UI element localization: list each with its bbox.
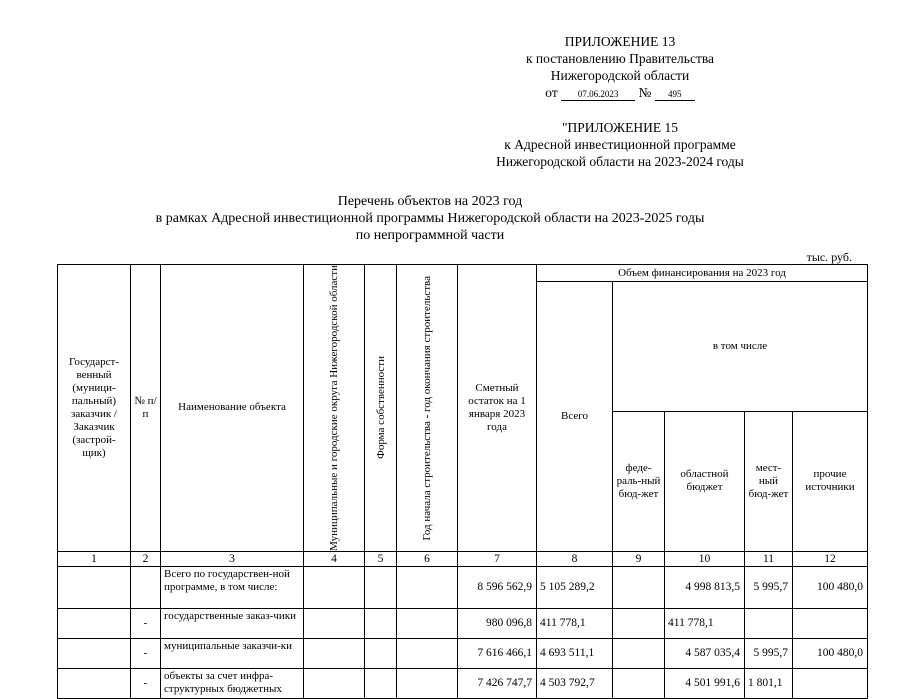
cell-regional: 4 501 991,6 — [665, 668, 745, 698]
cell-object-name: государственные заказ-чики — [161, 608, 304, 638]
table-row — [58, 668, 868, 698]
cell-municipality — [304, 638, 365, 668]
appendix-15-line3: Нижегородской области на 2023-2024 годы — [496, 154, 744, 169]
document-title — [100, 193, 760, 244]
cell-regional: 4 587 035,4 — [665, 638, 745, 668]
cell-federal — [613, 638, 665, 668]
appendix-13-header — [505, 33, 735, 101]
cell-balance: 8 596 562,9 — [458, 566, 537, 608]
cell-ownership — [365, 566, 397, 608]
cell-num: - — [131, 638, 161, 668]
appendix-15-header — [455, 119, 785, 170]
cell-other — [793, 668, 868, 698]
appendix-13-line2: к постановлению Правительства — [525, 51, 715, 66]
header-num: № п/п — [131, 265, 161, 552]
column-number: 4 — [304, 551, 365, 566]
header-municipality-cell — [304, 265, 365, 552]
title-line1: Перечень объектов на 2023 год — [337, 194, 523, 209]
cell-other: 100 480,0 — [793, 566, 868, 608]
appendix-13-title: ПРИЛОЖЕНИЕ 13 — [564, 34, 676, 49]
cell-ownership — [365, 668, 397, 698]
cell-regional: 4 998 813,5 — [665, 566, 745, 608]
cell-total: 4 693 511,1 — [537, 638, 613, 668]
cell-years — [397, 608, 458, 638]
column-number: 7 — [458, 551, 537, 566]
cell-ownership — [365, 608, 397, 638]
column-number: 10 — [665, 551, 745, 566]
header-years-cell — [397, 265, 458, 552]
column-number: 12 — [793, 551, 868, 566]
cell-num: - — [131, 668, 161, 698]
table-row — [58, 566, 868, 608]
table-row — [58, 638, 868, 668]
cell-municipality — [304, 608, 365, 638]
cell-object-name: объекты за счет инфра-структурных бюджетных — [161, 668, 304, 698]
column-number: 9 — [613, 551, 665, 566]
from-label: от — [545, 85, 558, 100]
decree-date: 07.06.2023 — [561, 89, 635, 101]
cell-num — [131, 566, 161, 608]
cell-federal — [613, 668, 665, 698]
cell-balance: 7 616 466,1 — [458, 638, 537, 668]
cell-balance: 980 096,8 — [458, 608, 537, 638]
column-number: 1 — [58, 551, 131, 566]
header-total: Всего — [537, 282, 613, 552]
cell-object-name: Всего по государствен-ной программе, в том числе: — [161, 566, 304, 608]
header-customer: Государст-венный (муници-пальный) заказчик / Заказчик (застрой-щик) — [58, 265, 131, 552]
column-number: 8 — [537, 551, 613, 566]
header-including: в том числе — [613, 282, 868, 412]
column-number: 5 — [365, 551, 397, 566]
units-label: тыс. руб. — [806, 250, 852, 264]
cell-municipality — [304, 566, 365, 608]
header-object-name: Наименование объекта — [161, 265, 304, 552]
cell-local: 5 995,7 — [745, 566, 793, 608]
appendix-15-line2: к Адресной инвестиционной программе — [504, 137, 736, 152]
header-other: прочие источники — [793, 411, 868, 551]
header-municipality: Муниципальные и городские округа Нижегородской области — [328, 265, 340, 551]
cell-total: 5 105 289,2 — [537, 566, 613, 608]
cell-num: - — [131, 608, 161, 638]
cell-other: 100 480,0 — [793, 638, 868, 668]
appendix-13-date-line — [505, 84, 735, 101]
header-federal: феде-раль-ный бюд-жет — [613, 411, 665, 551]
cell-local — [745, 608, 793, 638]
cell-years — [397, 566, 458, 608]
cell-ownership — [365, 638, 397, 668]
header-years: Год начала строительства - год окончания строительства — [421, 275, 433, 541]
column-number: 11 — [745, 551, 793, 566]
column-number: 2 — [131, 551, 161, 566]
column-number: 6 — [397, 551, 458, 566]
cell-years — [397, 638, 458, 668]
number-label: № — [638, 85, 652, 100]
header-funding-group: Объем финансирования на 2023 год — [537, 265, 868, 282]
appendix-15-title: "ПРИЛОЖЕНИЕ 15 — [561, 120, 679, 135]
header-balance: Сметный остаток на 1 января 2023 года — [458, 265, 537, 552]
cell-local: 5 995,7 — [745, 638, 793, 668]
cell-customer — [58, 638, 131, 668]
cell-total: 411 778,1 — [537, 608, 613, 638]
column-number: 3 — [161, 551, 304, 566]
appendix-13-line3: Нижегородской области — [550, 68, 690, 83]
cell-other — [793, 608, 868, 638]
cell-local: 1 801,1 — [745, 668, 793, 698]
header-ownership-cell — [365, 265, 397, 552]
title-line2: в рамках Адресной инвестиционной программы Нижегородской области на 2023-2025 годы — [155, 211, 705, 226]
header-regional: областной бюджет — [665, 411, 745, 551]
decree-number: 495 — [655, 89, 695, 101]
cell-municipality — [304, 668, 365, 698]
cell-total: 4 503 792,7 — [537, 668, 613, 698]
header-local: мест-ный бюд-жет — [745, 411, 793, 551]
cell-balance: 7 426 747,7 — [458, 668, 537, 698]
cell-years — [397, 668, 458, 698]
cell-customer — [58, 668, 131, 698]
cell-customer — [58, 566, 131, 608]
table-row — [58, 608, 868, 638]
objects-table — [57, 264, 868, 699]
cell-federal — [613, 608, 665, 638]
cell-federal — [613, 566, 665, 608]
cell-customer — [58, 608, 131, 638]
cell-object-name: муниципальные заказчи-ки — [161, 638, 304, 668]
title-line3: по непрограммной части — [355, 228, 505, 243]
cell-regional: 411 778,1 — [665, 608, 745, 638]
header-ownership: Форма собственности — [374, 356, 387, 460]
